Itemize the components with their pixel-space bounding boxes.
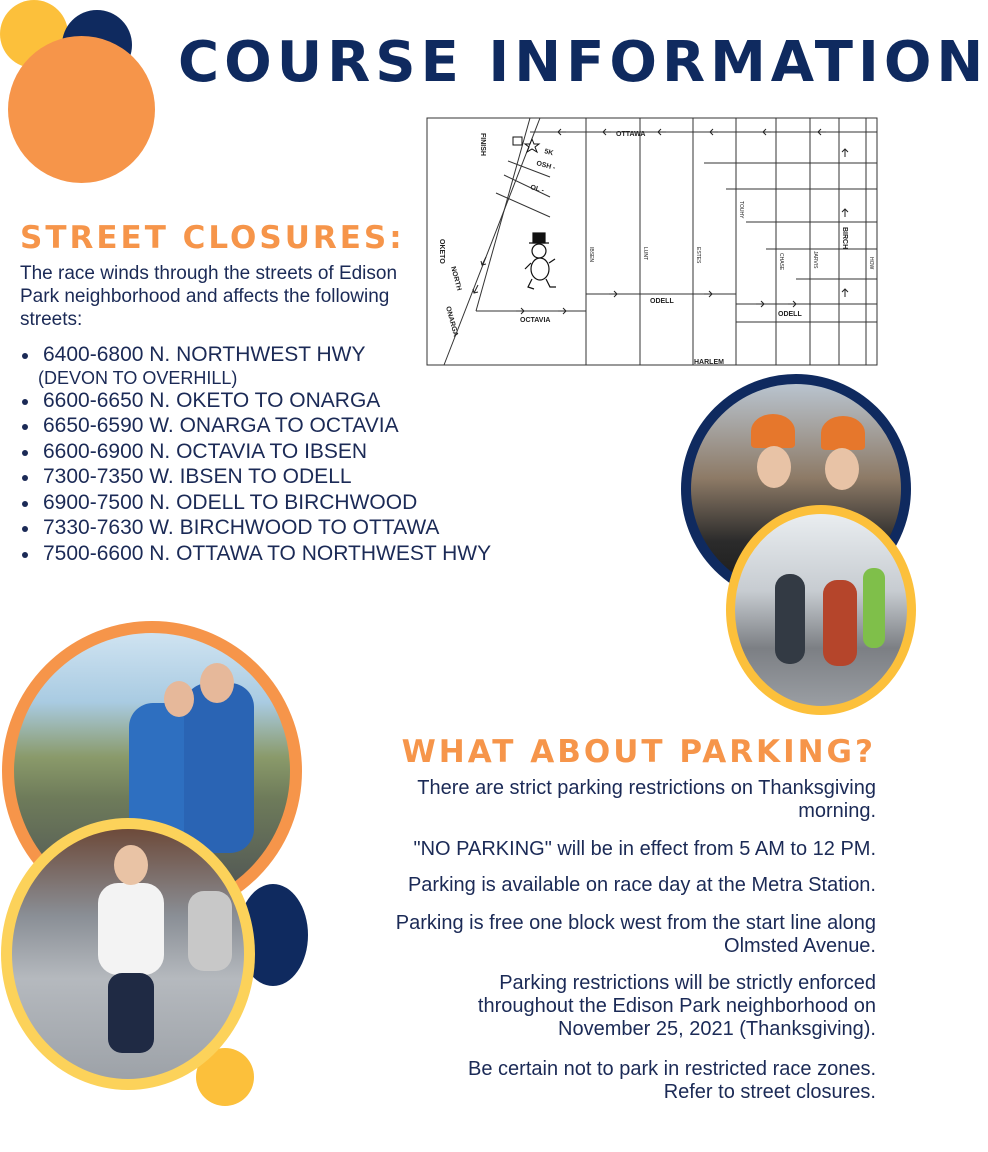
street-closures-intro: The race winds through the streets of Edison Park neighborhood and affects the following streets: <box>20 263 398 330</box>
parking-text-free: Parking is free one block west from the start line along Olmsted Avenue. <box>395 912 876 957</box>
person-face <box>200 663 234 703</box>
map-label-oketo: OKETO <box>438 239 445 264</box>
list-item: 7500-6600 N. OTTAWA TO NORTHWEST HWY <box>20 541 491 567</box>
map-label-ol: OL - <box>529 184 545 195</box>
map-label-lunt: LUNT <box>642 247 648 261</box>
parking-text-restrictions: There are strict parking restrictions on Thanksgiving morning. <box>417 777 876 822</box>
runner-face <box>757 446 791 488</box>
runners-costume-photo <box>726 505 916 715</box>
list-item: 6600-6650 N. OKETO TO ONARGA <box>20 388 491 414</box>
list-item: 7300-7350 W. IBSEN TO ODELL <box>20 464 491 490</box>
street-closures-list <box>20 342 491 566</box>
list-item: 6400-6800 N. NORTHWEST HWY (DEVON TO OVERHILL) <box>20 342 491 388</box>
list-item: 7330-7630 W. BIRCHWOOD TO OTTAWA <box>20 515 491 541</box>
map-label-chase: CHASE <box>778 253 784 271</box>
map-label-jarvis: JARVIS <box>812 251 818 269</box>
map-label-5k: 5K <box>543 148 554 158</box>
parking-text-enforced: Parking restrictions will be strictly enforced throughout the Edison Park neighborhood on November 25, 2021 (Thanksgiving). <box>477 972 876 1040</box>
map-label-birch: BIRCH <box>841 227 848 250</box>
kids-running-photo <box>1 818 255 1090</box>
map-label-north: NORTH <box>449 265 463 292</box>
page-title: COURSE INFORMATION <box>178 30 988 95</box>
map-label-how: HOW <box>868 257 874 270</box>
map-label-touhy: TOUHY <box>738 201 744 219</box>
kid-figure <box>108 973 154 1053</box>
decor-orange-dot <box>8 36 155 183</box>
kid-figure <box>188 891 232 971</box>
map-label-ottawa: OTTAWA <box>616 131 646 138</box>
parking-heading: WHAT ABOUT PARKING? <box>401 734 876 770</box>
turkey-hat-shape <box>751 414 795 448</box>
kid-figure <box>98 883 164 975</box>
turkey-hat-shape <box>821 416 865 450</box>
runner-face <box>825 448 859 490</box>
map-label-odell-east: ODELL <box>778 311 802 318</box>
course-map <box>426 117 878 367</box>
map-label-odell: ODELL <box>650 298 674 305</box>
parking-text-restricted-zones: Be certain not to park in restricted race zones. Refer to street closures. <box>468 1058 876 1103</box>
map-label-onarga: ONARGA <box>444 305 459 338</box>
map-label-harlem: HARLEM <box>694 359 724 366</box>
list-item: 6900-7500 N. ODELL TO BIRCHWOOD <box>20 490 491 516</box>
kid-face <box>114 845 148 885</box>
parking-text-metra: Parking is available on race day at the Metra Station. <box>407 874 876 896</box>
runner-figure <box>863 568 885 648</box>
runner-figure <box>823 580 857 666</box>
person-figure <box>184 683 254 853</box>
street-closures-heading: STREET CLOSURES: <box>20 220 405 256</box>
list-item: 6650-6590 W. ONARGA TO OCTAVIA <box>20 413 491 439</box>
map-label-osh: OSH - <box>535 160 557 172</box>
map-label-estes: ESTES <box>695 247 701 264</box>
map-label-octavia: OCTAVIA <box>520 317 551 324</box>
runner-figure <box>775 574 805 664</box>
person-face <box>164 681 194 717</box>
map-label-ibsen: IBSEN <box>588 247 594 263</box>
map-label-finish: FINISH <box>479 133 486 156</box>
parking-text-no-parking: "NO PARKING" will be in effect from 5 AM to 12 PM. <box>413 838 876 860</box>
list-item: 6600-6900 N. OCTAVIA TO IBSEN <box>20 439 491 465</box>
